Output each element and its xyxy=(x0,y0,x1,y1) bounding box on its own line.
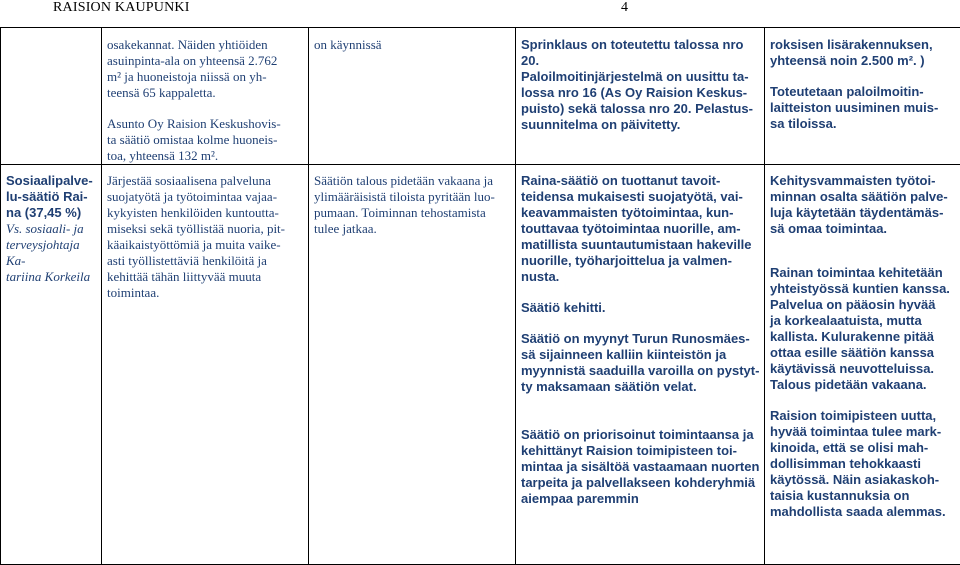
text-line: ta säätiö omistaa kolme huoneis- xyxy=(107,132,277,147)
text-line: Sprinklaus on toteutettu talossa nro xyxy=(521,37,743,52)
text-line: Paloilmoitinjärjestelmä on uusittu ta- xyxy=(521,69,749,84)
document-title: RAISION KAUPUNKI xyxy=(53,0,190,16)
text-line: Säätiö on myynyt Turun Runosmäes- xyxy=(521,331,750,346)
text-line: myynnistä saaduilla varoilla on pystyt- xyxy=(521,363,759,378)
paragraph xyxy=(107,173,304,301)
text-line: Säätiö on priorisoinut toimintaansa ja xyxy=(521,427,754,442)
entity-cell xyxy=(1,28,102,165)
paragraph xyxy=(521,37,760,133)
text-line: tulee jatkaa. xyxy=(314,221,377,236)
text-line: pumaan. Toiminnan tehostamista xyxy=(314,205,486,220)
text-line: Raina-säätiö on tuottanut tavoit- xyxy=(521,173,720,188)
text-line: suojatyötä ja työtoimintaa vajaa- xyxy=(107,189,277,204)
text-line: mintaa ja sisältöä vastaamaan nuorten xyxy=(521,459,759,474)
text-line: suunnitelma on päivitetty. xyxy=(521,117,680,132)
goal-cell xyxy=(309,165,516,565)
text-line: Säätiön talous pidetään vakaana ja xyxy=(314,173,493,188)
text-line: ylimääräisistä tiloista pyritään luo- xyxy=(314,189,495,204)
text-line: taisia kustannuksia on xyxy=(770,488,909,503)
text-line: miseksi sekä työllistää nuoria, pit- xyxy=(107,221,285,236)
text-line: on käynnissä xyxy=(314,37,382,52)
entity-name: Sosiaalipalve- lu-säätiö Rai- na (37,45 %) xyxy=(6,173,97,221)
text-line: ottaa esille säätiön kanssa xyxy=(770,345,934,360)
text-line: puisto) sekä talossa nro 20. Pelastus- xyxy=(521,101,753,116)
description-cell xyxy=(102,165,309,565)
page-number: 4 xyxy=(621,0,628,16)
text-line: sä omaa toimintaa. xyxy=(770,221,887,236)
text-line: 20. xyxy=(521,53,539,68)
table-row xyxy=(1,165,960,565)
text-line: Kehitysvammaisten työtoi- xyxy=(770,173,935,188)
paragraph xyxy=(521,427,760,507)
text-line: osakekannat. Näiden yhtiöiden xyxy=(107,37,268,52)
text-line: teensä 65 kappaletta. xyxy=(107,85,216,100)
text-line: Rainan toimintaa kehitetään xyxy=(770,265,943,280)
paragraph xyxy=(107,116,304,164)
text-line: aiempaa paremmin xyxy=(521,491,639,506)
text-line: luja käytetään täydentämäs- xyxy=(770,205,943,220)
text-line: Raision toimipisteen uutta, xyxy=(770,408,936,423)
paragraph xyxy=(107,37,304,101)
text-line: nuorille, työharjoittelua ja valmen- xyxy=(521,253,732,268)
text-line: Asunto Oy Raision Keskushovis- xyxy=(107,116,281,131)
paragraph xyxy=(770,408,960,520)
text-line: ja korkealaatuista, mutta xyxy=(770,313,922,328)
text-line: teidensa mukaisesti suojatyötä, vai- xyxy=(521,189,743,204)
paragraph xyxy=(314,173,511,237)
text-line: käytävissä neuvotteluissa. xyxy=(770,361,934,376)
text-line: toimintaa. xyxy=(107,285,159,300)
text-line: nusta. xyxy=(521,269,559,284)
paragraph xyxy=(521,173,760,285)
text-line: roksisen lisärakennuksen, xyxy=(770,37,933,52)
text-line: lossa nro 16 (As Oy Raision Keskus- xyxy=(521,85,747,100)
text-line: touttavaa työtoimintaa nuorille, am- xyxy=(521,221,741,236)
text-line: kehittää tähän liittyvää muuta xyxy=(107,269,261,284)
text-line: m² ja huoneistoja niissä on yh- xyxy=(107,69,267,84)
text-line: ty maksamaan säätiön velat. xyxy=(521,379,697,394)
text-line: keavammaisten työtoimintaa, kun- xyxy=(521,205,733,220)
assessment-cell xyxy=(765,165,960,565)
report-table xyxy=(0,27,960,565)
entity-contact: Vs. sosiaali- ja terveysjohtaja Ka- tariina Korkeila xyxy=(6,221,97,285)
text-line: asuinpinta-ala on yhteensä 2.762 xyxy=(107,53,277,68)
text-line: kinoida, että se olisi mah- xyxy=(770,440,928,455)
text-line: käaikaistyöttömiä ja muita vaike- xyxy=(107,237,281,252)
text-line: toa, yhteensä 132 m². xyxy=(107,148,218,163)
text-line: mahdollista saada alemmas. xyxy=(770,504,946,519)
page-header xyxy=(0,0,960,22)
text-line: kykyisten henkilöiden kuntoutta- xyxy=(107,205,279,220)
text-line: Palvelua on pääosin hyvää xyxy=(770,297,935,312)
assessment-cell xyxy=(765,28,960,165)
paragraph xyxy=(770,84,960,132)
paragraph xyxy=(770,265,960,393)
description-cell xyxy=(102,28,309,165)
text-line: yhteensä noin 2.500 m². ) xyxy=(770,53,925,68)
text-line: Toteutetaan paloilmoitin- xyxy=(770,84,924,99)
text-line: kehittänyt Raision toimipisteen toi- xyxy=(521,443,737,458)
result-cell xyxy=(516,28,765,165)
paragraph xyxy=(521,300,760,316)
text-line: dollisimman tehokkaasti xyxy=(770,456,921,471)
text-line: matillista suuntautumistaan hakeville xyxy=(521,237,751,252)
paragraph xyxy=(770,173,960,237)
text-line: käytössä. Näin asiakaskoh- xyxy=(770,472,939,487)
text-line: Talous pidetään vakaana. xyxy=(770,377,927,392)
text-line: hyvää toimintaa tulee mark- xyxy=(770,424,941,439)
text-line: tarpeita ja palvellakseen kohderyhmiä xyxy=(521,475,755,490)
text-line: yhteistyössä kuntien kanssa. xyxy=(770,281,950,296)
table-row xyxy=(1,28,960,165)
text-line: Järjestää sosiaalisena palveluna xyxy=(107,173,271,188)
text-line: sa tiloissa. xyxy=(770,116,836,131)
goal-cell xyxy=(309,28,516,165)
text-line: Säätiö kehitti. xyxy=(521,300,606,315)
text-line: laitteiston uusiminen muis- xyxy=(770,100,938,115)
text-line: minnan osalta säätiön palve- xyxy=(770,189,948,204)
text-line: kallista. Kulurakenne pitää xyxy=(770,329,934,344)
paragraph xyxy=(314,37,511,53)
paragraph xyxy=(521,331,760,395)
paragraph xyxy=(770,37,960,69)
text-line: asti työllistettäviä henkilöitä ja xyxy=(107,253,267,268)
text-line: sä sijainneen kalliin kiinteistön ja xyxy=(521,347,726,362)
result-cell xyxy=(516,165,765,565)
entity-cell xyxy=(1,165,102,565)
